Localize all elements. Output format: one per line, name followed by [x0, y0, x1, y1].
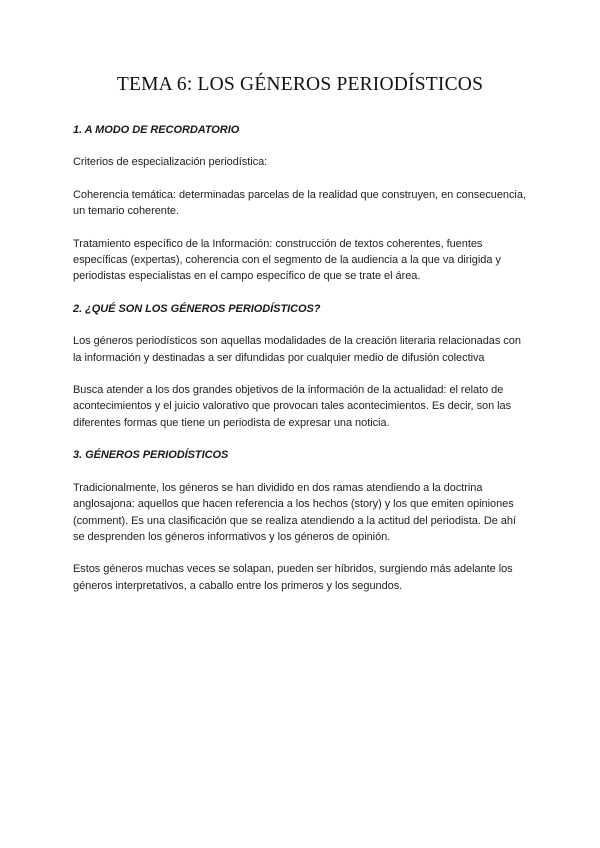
- section-heading: 1. A MODO DE RECORDATORIO: [73, 124, 240, 136]
- paragraph: Busca atender a los dos grandes objetivos de la información de la actualidad: el relato de acontecimientos y el juicio valorativo que provocan tales acontecimientos. Es decir, son las diferentes formas que tiene un periodista de expresar una noticia.: [73, 384, 512, 429]
- section-heading: 2. ¿QUÉ SON LOS GÉNEROS PERIODÍSTICOS?: [73, 302, 321, 315]
- paragraph: Los géneros periodísticos son aquellas modalidades de la creación literaria relacionadas con la información y destinadas a ser difundidas por cualquier medio de difusión colectiva: [73, 335, 521, 364]
- paragraph: Tradicionalmente, los géneros se han dividido en dos ramas atendiendo a la doctrina anglosajona: aquellos que hacen referencia a los hechos (story) y los que emiten opiniones (comment). Es una clasificación que se realiza atendiendo a la actitud del periodista. De ahí se desprenden los géneros informativos y los géneros de opinión.: [73, 481, 516, 543]
- document-body: [73, 122, 528, 610]
- section-heading: 3. GÉNEROS PERIODÍSTICOS: [73, 449, 229, 462]
- section-recordatorio: [73, 122, 528, 285]
- section-generos: [73, 447, 528, 594]
- page-title: TEMA 6: LOS GÉNEROS PERIODÍSTICOS: [116, 74, 484, 95]
- paragraph: Tratamiento específico de la Información: construcción de textos coherentes, fuentes específicas (expertas), coherencia con el segmento de la audiencia a la que va dirigida y periodistas especialistas en el campo específico de que se trate el área.: [73, 237, 501, 283]
- paragraph: Coherencia temática: determinadas parcelas de la realidad que construyen, en consecuencia, un temario coherente.: [73, 188, 526, 218]
- paragraph: Criterios de especialización periodística:: [73, 156, 268, 169]
- paragraph: Estos géneros muchas veces se solapan, pueden ser híbridos, surgiendo más adelante los géneros interpretativos, a caballo entre los primeros y los segundos.: [73, 563, 513, 592]
- section-que-son: [73, 301, 528, 431]
